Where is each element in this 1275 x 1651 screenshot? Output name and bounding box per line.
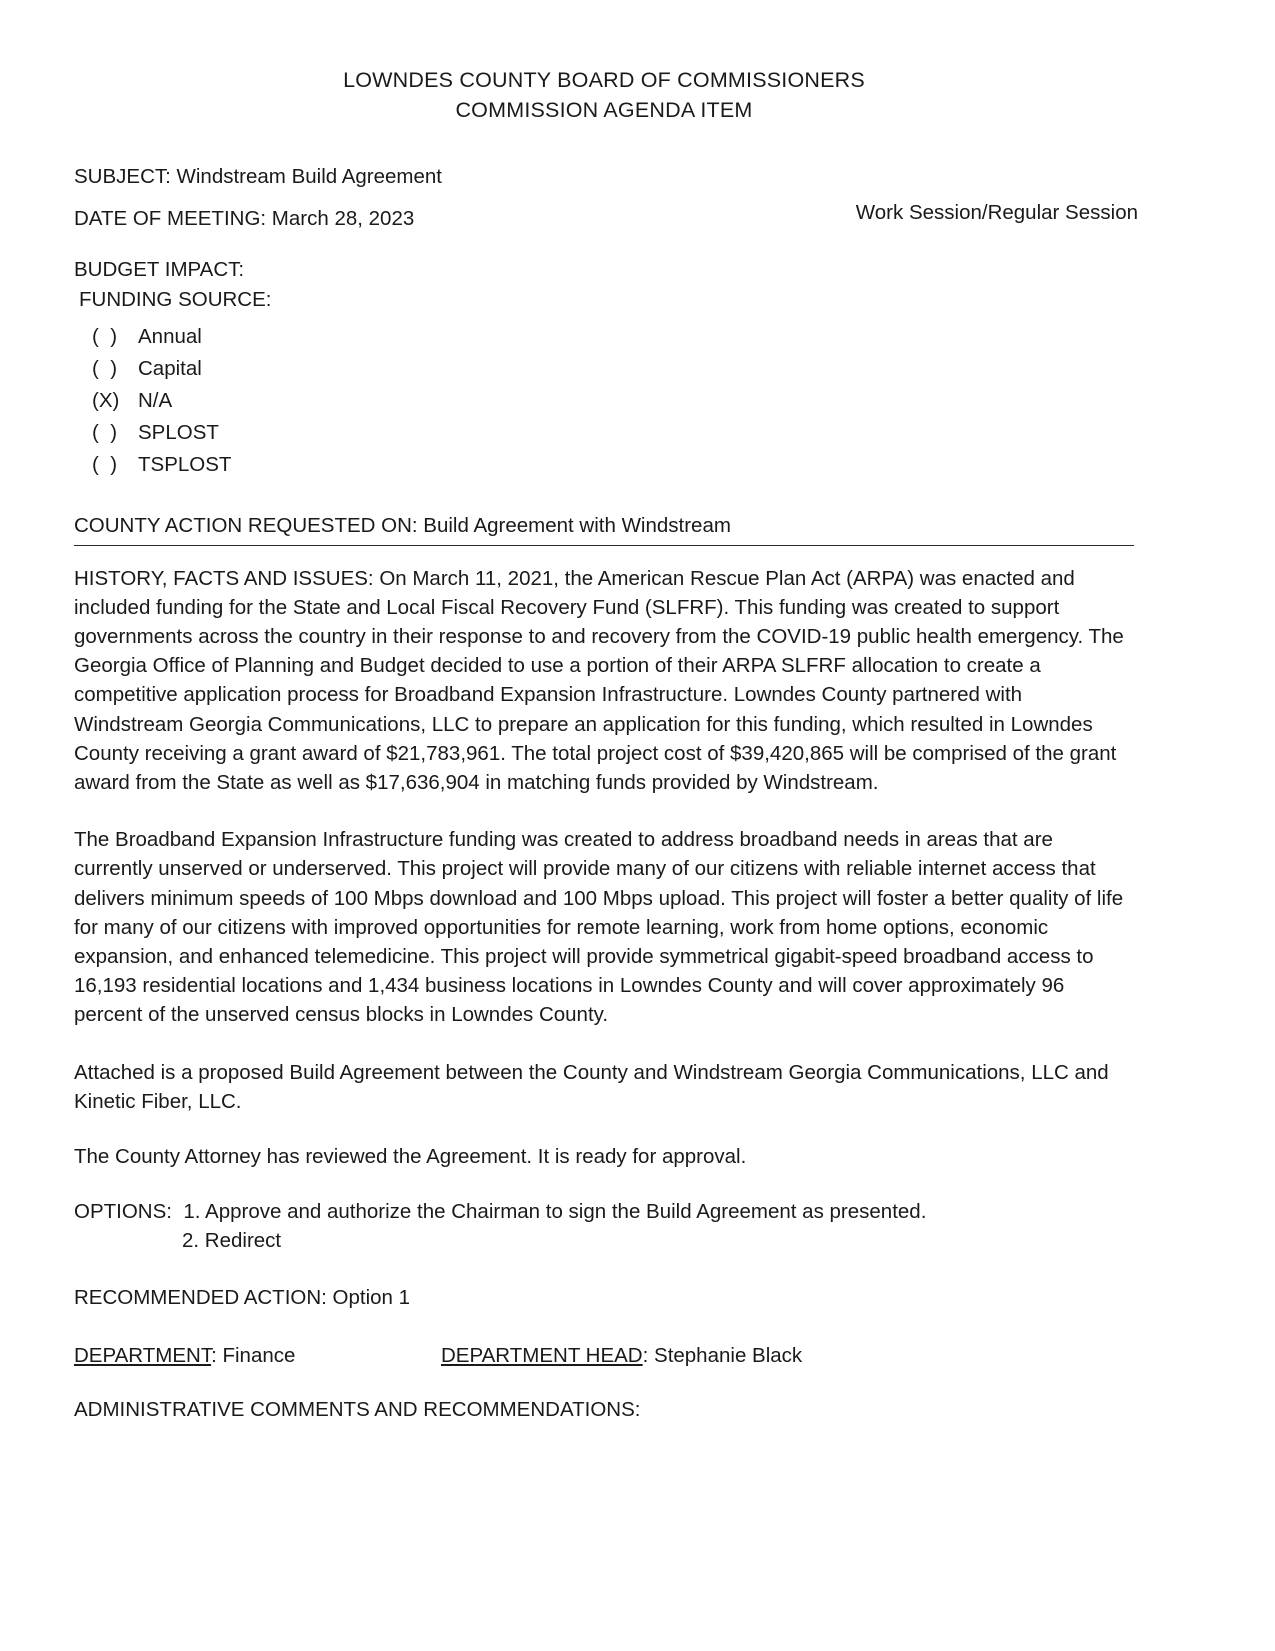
funding-option-annual[interactable] <box>74 321 1134 353</box>
funding-option-label-annual: Annual <box>138 325 202 349</box>
funding-option-label-na: N/A <box>138 389 173 413</box>
funding-option-capital[interactable] <box>74 353 1134 385</box>
subject-line: SUBJECT: Windstream Build Agreement <box>74 165 442 189</box>
funding-option-na[interactable] <box>74 385 1134 417</box>
department-field <box>74 1341 295 1370</box>
department-head-label: DEPARTMENT HEAD <box>441 1343 643 1367</box>
budget-impact-block <box>74 255 1134 481</box>
department-value: : Finance <box>211 1343 296 1367</box>
options-item-1: 1. Approve and authorize the Chairman to sign the Build Agreement as presented. <box>183 1200 927 1224</box>
administrative-comments-line: ADMINISTRATIVE COMMENTS AND RECOMMENDATIONS: <box>74 1397 641 1421</box>
funding-source-options <box>74 321 1134 481</box>
funding-option-tsplost[interactable] <box>74 449 1134 481</box>
attachment-paragraph: Attached is a proposed Build Agreement between the County and Windstream Georgia Communications, LLC and Kinetic Fiber, LLC. <box>74 1060 1109 1113</box>
document-body <box>74 564 1134 1424</box>
history-facts-issues-paragraph: HISTORY, FACTS AND ISSUES: On March 11, 2021, the American Rescue Plan Act (ARPA) was enacted and included funding for the State and Local Fiscal Recovery Fund (SLFRF). This funding was created to support governments across the country in their response to and recovery from the COVID-19 public health emergency. The Georgia Office of Planning and Budget decided to use a portion of their ARPA SLFRF allocation to create a competitive application process for Broadband Expansion Infrastructure. Lowndes County partnered with Windstream Georgia Communications, LLC to prepare an application for this funding, which resulted in Lowndes County receiving a grant award of $21,783,961. The total project cost of $39,420,865 will be comprised of the grant award from the State as well as $17,636,904 in matching funds provided by Windstream. <box>74 566 1124 794</box>
funding-source-label: FUNDING SOURCE: <box>79 288 272 312</box>
horizontal-rule <box>74 545 1134 546</box>
funding-option-label-tsplost: TSPLOST <box>138 453 232 477</box>
document-header <box>74 0 1134 125</box>
budget-impact-label: BUDGET IMPACT: <box>74 258 245 282</box>
checkbox-capital[interactable]: ( ) <box>92 357 118 381</box>
session-note: Work Session/Regular Session <box>855 201 1138 225</box>
funding-option-label-capital: Capital <box>138 357 202 381</box>
department-row <box>74 1341 1134 1367</box>
options-block <box>74 1197 1134 1255</box>
document-content <box>74 0 1138 1424</box>
broadband-expansion-paragraph: The Broadband Expansion Infrastructure funding was created to address broadband needs in areas that are currently unserved or underserved. This project will provide many of our citizens with reliable internet access that delivers minimum speeds of 100 Mbps download and 100 Mbps upload. This project will foster a better quality of life for many of our citizens with improved opportunities for remote learning, work from home options, economic expansion, and enhanced telemedicine. This project will provide symmetrical gigabit-speed broadband access to 16,193 residential locations and 1,434 business locations in Lowndes County and will cover approximately 96 percent of the unserved census blocks in Lowndes County. <box>74 828 1124 1027</box>
department-label: DEPARTMENT <box>74 1343 212 1367</box>
county-action-block <box>74 515 1134 546</box>
recommended-action-line: RECOMMENDED ACTION: Option 1 <box>74 1286 411 1310</box>
department-head-field <box>441 1341 802 1370</box>
options-first-row <box>74 1197 1134 1226</box>
header-line-document-type: COMMISSION AGENDA ITEM <box>455 97 753 122</box>
checkbox-annual[interactable]: ( ) <box>92 325 118 349</box>
checkbox-tsplost[interactable]: ( ) <box>92 453 118 477</box>
options-item-2: 2. Redirect <box>182 1229 282 1253</box>
options-label: OPTIONS: <box>74 1200 172 1224</box>
checkbox-splost[interactable]: ( ) <box>92 421 118 445</box>
funding-option-splost[interactable] <box>74 417 1134 449</box>
date-of-meeting-line: DATE OF MEETING: March 28, 2023 <box>74 206 415 230</box>
funding-option-label-splost: SPLOST <box>138 421 219 445</box>
meta-block <box>74 165 1138 230</box>
department-head-value: : Stephanie Black <box>642 1343 803 1367</box>
county-attorney-paragraph: The County Attorney has reviewed the Agreement. It is ready for approval. <box>74 1145 747 1168</box>
county-action-requested-line: COUNTY ACTION REQUESTED ON: Build Agreement with Windstream <box>74 514 731 537</box>
checkbox-na[interactable]: (X) <box>92 389 120 413</box>
header-line-organization: LOWNDES COUNTY BOARD OF COMMISSIONERS <box>343 68 865 92</box>
